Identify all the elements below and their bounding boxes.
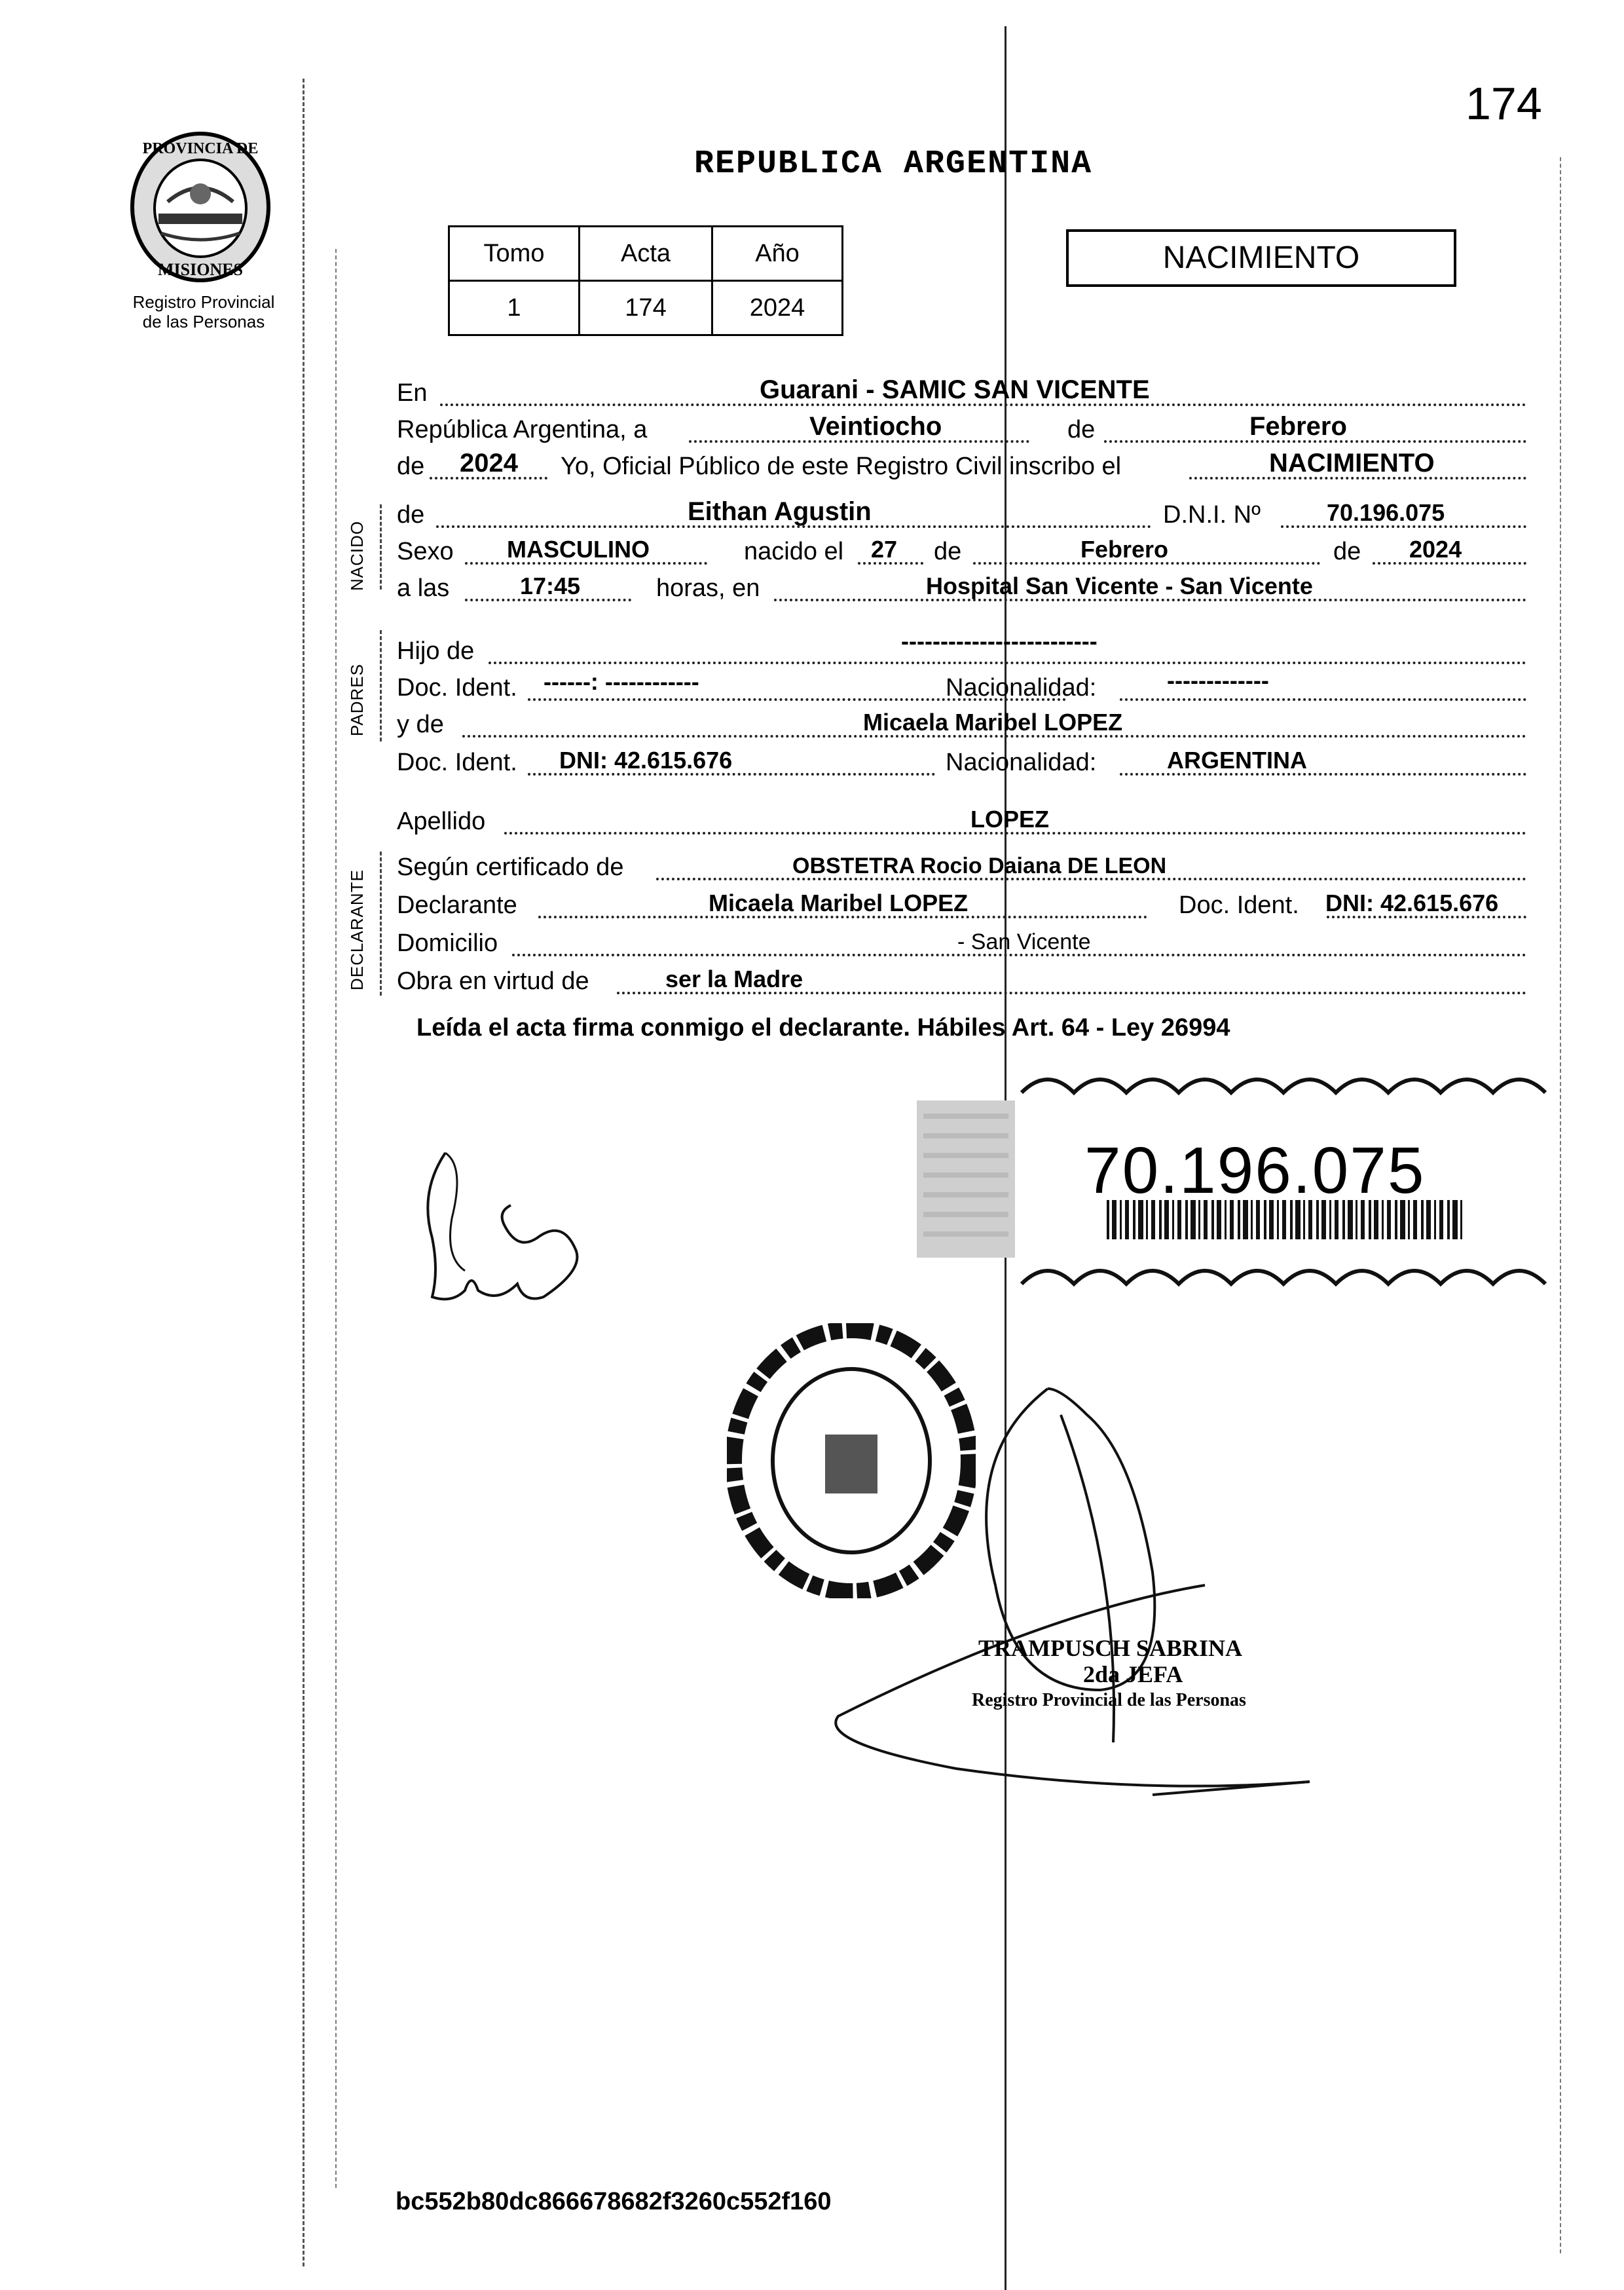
value-anio-nac: 2024 (1409, 536, 1462, 563)
row-y-de (397, 706, 1526, 741)
row-anio-inscripcion (397, 448, 1526, 483)
row-fecha (397, 411, 1526, 447)
ref-value-anio: 2024 (712, 281, 843, 335)
row-padre-doc (397, 669, 1526, 705)
value-padre-doc: ------: ------------ (544, 668, 699, 695)
seal-top-text: PROVINCIA DE (142, 140, 259, 157)
row-lugar-inscripcion (397, 375, 1526, 410)
value-declarante: Micaela Maribel LOPEZ (709, 890, 969, 916)
official-name-stamp (972, 1635, 1246, 1714)
value-nombre: Eithan Agustin (688, 497, 872, 526)
value-madre-doc: DNI: 42.615.676 (559, 747, 733, 774)
section-label-nacido: NACIDO (347, 520, 367, 591)
label-nacido-el: nacido el (744, 538, 844, 565)
row-obra (397, 963, 1526, 998)
row-sexo (397, 533, 1526, 569)
label-de2: de (397, 453, 425, 480)
label-doc-ident2: Doc. Ident. (397, 749, 517, 776)
page-number: 174 (1466, 78, 1542, 129)
label-de5: de (1333, 538, 1361, 565)
label-de4: de (934, 538, 962, 565)
value-madre-nac: ARGENTINA (1167, 747, 1307, 774)
value-padre-nac: ------------- (1167, 667, 1269, 694)
document-type-box: NACIMIENTO (1066, 229, 1456, 287)
label-hijo-de: Hijo de (397, 637, 475, 665)
label-sexo: Sexo (397, 538, 454, 565)
value-dia-letras: Veintiocho (809, 412, 942, 441)
row-hora-lugar (397, 570, 1526, 605)
label-obra: Obra en virtud de (397, 967, 589, 995)
margin-line-outer (335, 249, 337, 2188)
value-dia-nac: 27 (871, 536, 898, 563)
value-inscripcion: NACIMIENTO (1269, 449, 1435, 478)
value-hora: 17:45 (520, 572, 581, 599)
value-sexo: MASCULINO (507, 536, 650, 563)
section-label-padres: PADRES (347, 664, 367, 736)
label-doc-ident3: Doc. Ident. (1179, 892, 1299, 919)
label-de3: de (397, 501, 425, 529)
row-declarante (397, 887, 1526, 922)
value-obra: ser la Madre (665, 966, 803, 992)
ref-header-tomo: Tomo (449, 227, 580, 281)
ref-header-acta: Acta (580, 227, 712, 281)
declarant-signature (406, 1140, 602, 1317)
margin-line-left (303, 79, 304, 2266)
value-mes-nac: Febrero (1080, 536, 1169, 563)
row-apellido (397, 803, 1526, 838)
ref-value-tomo: 1 (449, 281, 580, 335)
official-office: Registro Provincial de las Personas (972, 1690, 1246, 1710)
row-domicilio (397, 925, 1526, 960)
logo-caption-line2: de las Personas (142, 312, 265, 331)
row-hijo-de (397, 628, 1526, 668)
value-lugar: Hospital San Vicente - San Vicente (926, 572, 1313, 599)
value-apellido: LOPEZ (970, 806, 1050, 833)
label-nacionalidad: Nacionalidad: (946, 674, 1097, 702)
reference-table (448, 225, 843, 336)
label-republica: República Argentina, a (397, 416, 648, 443)
value-dni: 70.196.075 (1327, 499, 1445, 526)
section-separator (380, 630, 382, 741)
value-en: Guarani - SAMIC SAN VICENTE (760, 375, 1150, 404)
value-declarante-doc: DNI: 42.615.676 (1325, 890, 1499, 916)
label-apellido: Apellido (397, 808, 486, 835)
section-separator (380, 852, 382, 996)
ref-value-acta: 174 (580, 281, 712, 335)
value-padre: ------------------------- (901, 628, 1098, 654)
label-certificado: Según certificado de (397, 854, 624, 881)
misiones-seal-logo (122, 128, 279, 286)
row-nombre (397, 497, 1526, 532)
label-declarante: Declarante (397, 892, 517, 919)
document-hash: bc552b80dc866678682f3260c552f160 (396, 2188, 832, 2215)
ref-header-anio: Año (712, 227, 843, 281)
document-title: REPUBLICA ARGENTINA (694, 145, 1093, 183)
official-signature (812, 1376, 1441, 1801)
label-a-las: a las (397, 574, 450, 602)
margin-line-right (1560, 157, 1561, 2253)
logo-caption (122, 292, 286, 331)
label-de: de (1067, 416, 1096, 443)
label-doc-ident: Doc. Ident. (397, 674, 517, 702)
value-madre: Micaela Maribel LOPEZ (863, 709, 1123, 736)
section-separator (380, 504, 382, 590)
sticker-dni-number: 70.196.075 (1084, 1134, 1426, 1207)
value-mes: Febrero (1249, 412, 1347, 441)
label-en: En (397, 379, 428, 407)
value-domicilio: - San Vicente (957, 929, 1091, 954)
row-madre-doc (397, 744, 1526, 779)
label-horas-en: horas, en (656, 574, 760, 602)
value-anio: 2024 (460, 449, 518, 478)
section-label-declarante: DECLARANTE (347, 869, 367, 990)
label-nacionalidad2: Nacionalidad: (946, 749, 1097, 776)
official-role: 2da JEFA (1083, 1661, 1183, 1687)
seal-bottom-text: MISIONES (157, 260, 244, 279)
label-domicilio: Domicilio (397, 929, 498, 957)
label-dni: D.N.I. Nº (1163, 501, 1261, 529)
official-name: TRAMPUSCH SABRINA (978, 1635, 1243, 1661)
label-y-de: y de (397, 711, 444, 738)
label-oficial: Yo, Oficial Público de este Registro Civil inscribo el (561, 453, 1122, 480)
closing-statement: Leída el acta firma conmigo el declarante. Hábiles Art. 64 - Ley 26994 (416, 1014, 1230, 1042)
value-certificado: OBSTETRA Rocio Daiana DE LEON (792, 854, 1167, 878)
logo-caption-line1: Registro Provincial (132, 292, 275, 312)
row-certificado (397, 849, 1526, 884)
